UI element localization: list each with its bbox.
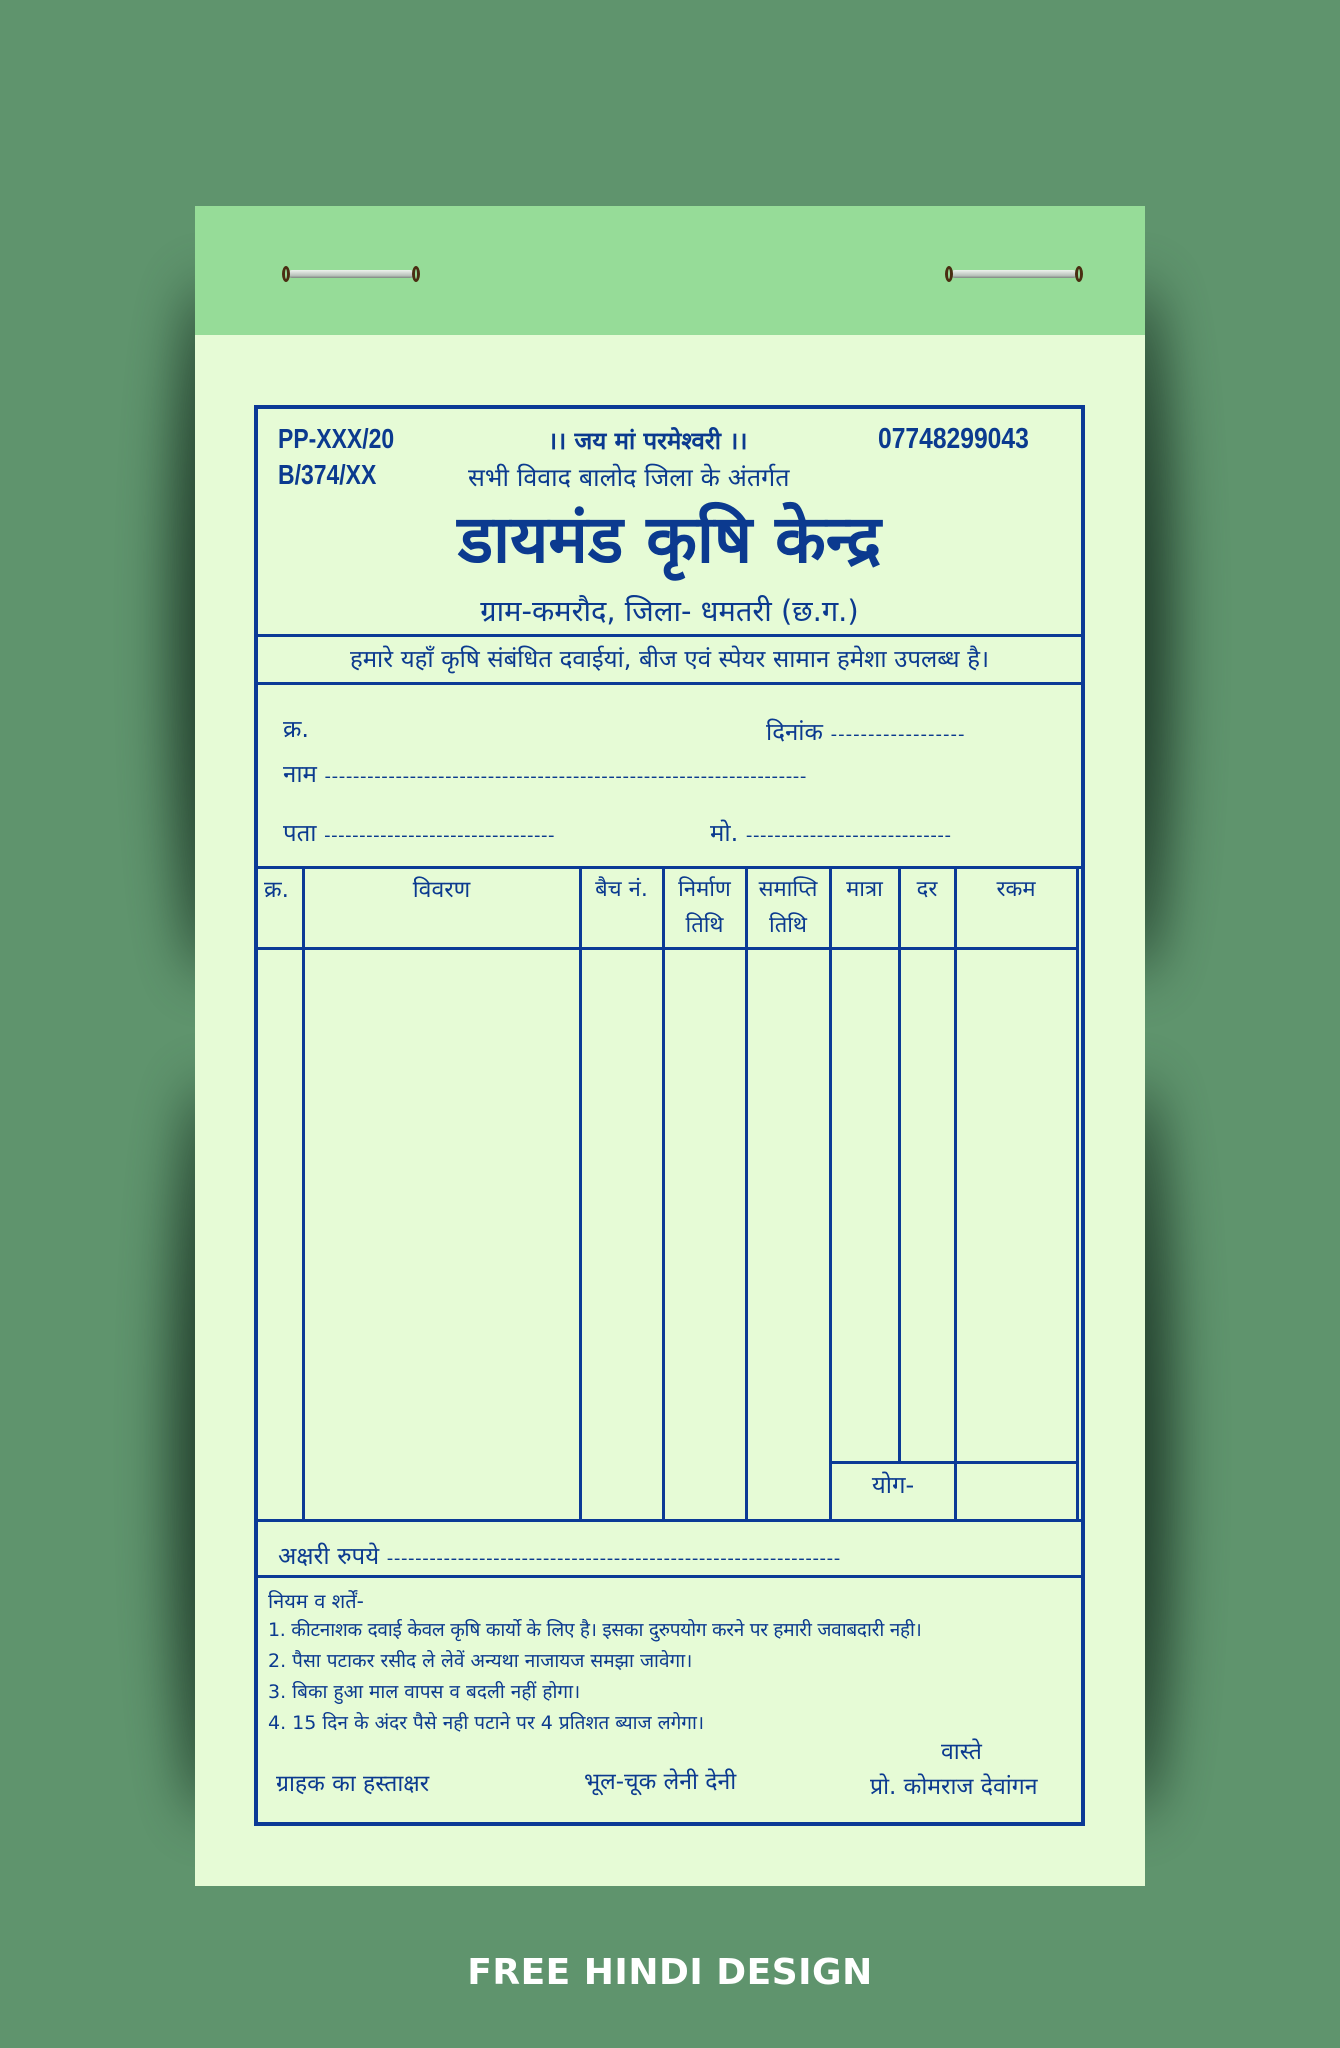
jurisdiction-text: सभी विवाद बालोद जिला के अंतर्गत bbox=[468, 463, 790, 492]
col-header-expiry-2: तिथि bbox=[769, 913, 807, 938]
name-label: नाम bbox=[283, 760, 317, 788]
amount-words-line: ---------------------------------------------------------------- bbox=[386, 1548, 841, 1569]
col-header-expiry: समाप्ति bbox=[758, 877, 818, 902]
customer-signature-label: ग्राहक का हस्ताक्षर bbox=[276, 1771, 430, 1797]
term-item: 2. पैसा पटाकर रसीद ले लेवें अन्यथा नाजायज समझा जावेगा। bbox=[268, 1650, 693, 1672]
customer-address-field[interactable] bbox=[283, 816, 555, 849]
tagline: हमारे यहाँ कृषि संबंधित दवाईयां, बीज एवं स्पेयर सामान हमेशा उपलब्ध है। bbox=[349, 645, 990, 673]
col-header-description: विवरण bbox=[412, 877, 471, 903]
book-code-line1: PP-XXX/20 bbox=[278, 423, 395, 454]
for-label: वास्ते bbox=[941, 1739, 982, 1765]
invoice-form bbox=[254, 405, 1085, 1826]
divider-header bbox=[258, 634, 1081, 637]
date-label: दिनांक bbox=[766, 718, 823, 746]
errors-omissions-label: भूल-चूक लेनी देनी bbox=[584, 1769, 737, 1795]
binding-ring-right bbox=[945, 268, 1083, 280]
proprietor-name: प्रो. कोमराज देवांगन bbox=[870, 1774, 1038, 1800]
date-field[interactable] bbox=[766, 715, 966, 748]
address-label: पता bbox=[283, 819, 317, 847]
mobile-line: ----------------------------- bbox=[745, 825, 952, 846]
col-header-quantity: मात्रा bbox=[846, 877, 883, 902]
col-header-rate: दर bbox=[916, 877, 938, 902]
col-header-mfg-2: तिथि bbox=[685, 913, 724, 938]
total-value[interactable] bbox=[958, 1465, 1074, 1517]
col-header-serial: क्र. bbox=[264, 877, 289, 903]
customer-name-field[interactable] bbox=[283, 757, 807, 790]
amount-in-words-field[interactable] bbox=[278, 1539, 841, 1572]
business-address: ग्राम-कमरौद, जिला- धमतरी (छ.ग.) bbox=[480, 594, 859, 628]
address-line: --------------------------------- bbox=[324, 825, 556, 846]
divider-customer bbox=[258, 866, 1081, 869]
divider-tagline bbox=[258, 682, 1081, 685]
book-code-line2: B/374/XX bbox=[278, 459, 377, 490]
term-item: 1. कीटनाशक दवाई केवल कृषि कार्यो के लिए है। इसका दुरुपयोग करने पर हमारी जवाबदारी नही। bbox=[268, 1619, 922, 1641]
divider-total bbox=[829, 1461, 1079, 1464]
term-item: 4. 15 दिन के अंदर पैसे नही पटाने पर 4 प्रतिशत ब्याज लगेगा। bbox=[268, 1712, 705, 1734]
terms-title: नियम व शर्तें- bbox=[268, 1589, 364, 1613]
invocation-text: ।। जय मां परमेश्वरी ।। bbox=[548, 427, 748, 455]
mobile-field[interactable] bbox=[710, 816, 952, 849]
binding-strip bbox=[195, 206, 1145, 335]
date-line: ------------------ bbox=[830, 724, 966, 745]
serial-label: क्र. bbox=[283, 715, 310, 743]
business-name: डायमंड कृषि केन्द्र bbox=[457, 501, 882, 578]
items-area[interactable] bbox=[305, 950, 1076, 1460]
binding-ring-left bbox=[282, 268, 420, 280]
bill-book-page bbox=[195, 206, 1145, 1886]
mobile-label: मो. bbox=[710, 819, 739, 847]
phone-number: 07748299043 bbox=[878, 423, 1029, 455]
table-right-border bbox=[1076, 867, 1079, 1519]
name-line: -------------------------------------------------------------------- bbox=[324, 766, 807, 787]
col-header-amount: रकम bbox=[996, 877, 1036, 902]
divider-amount-words bbox=[258, 1575, 1081, 1578]
divider-table-bottom bbox=[258, 1519, 1081, 1522]
total-label: योग- bbox=[871, 1471, 915, 1499]
amount-words-label: अक्षरी रुपये bbox=[278, 1542, 380, 1570]
col-header-batch: बैच नं. bbox=[595, 877, 648, 902]
term-item: 3. बिका हुआ माल वापस व बदली नहीं होगा। bbox=[268, 1681, 581, 1703]
col-header-mfg: निर्माण bbox=[678, 877, 731, 902]
footer-credit: FREE HINDI DESIGN bbox=[467, 1952, 873, 1993]
